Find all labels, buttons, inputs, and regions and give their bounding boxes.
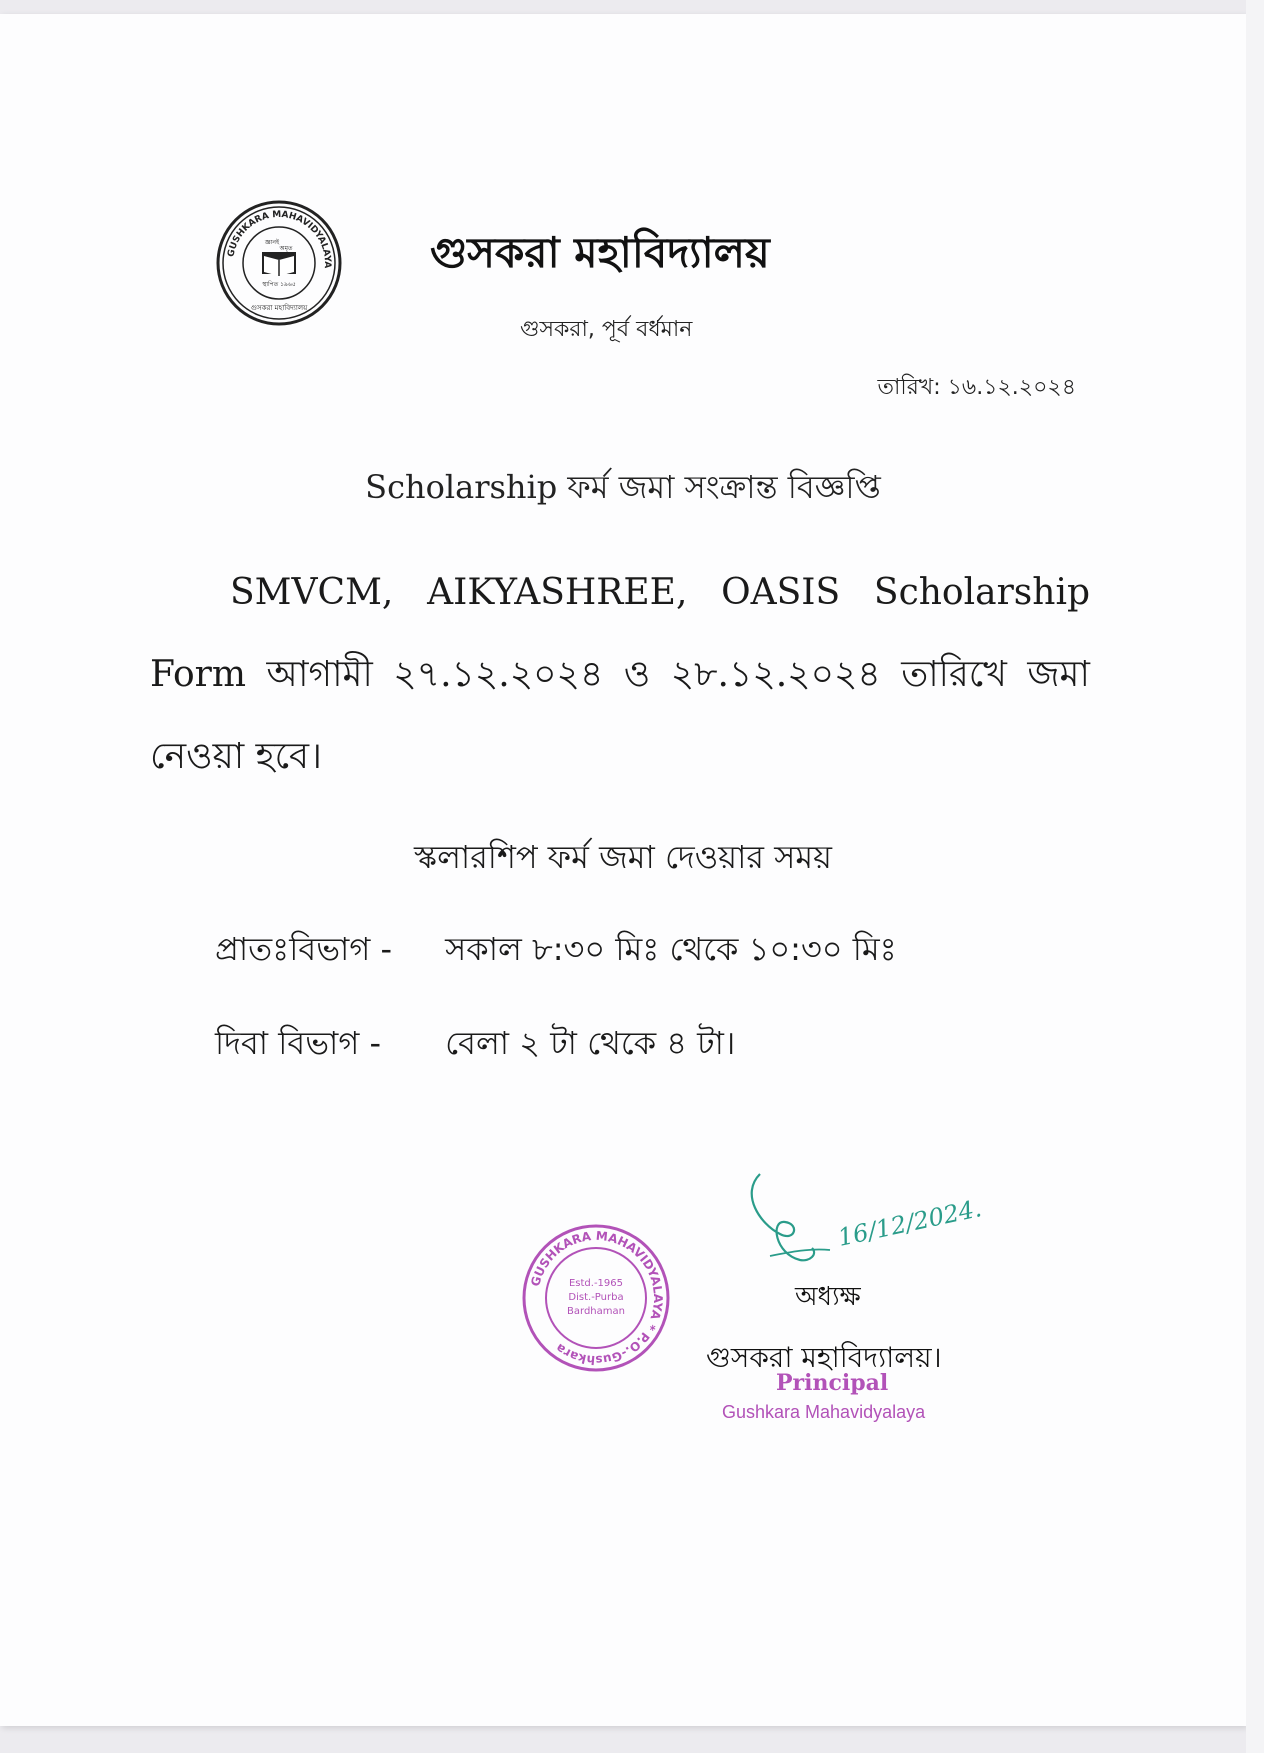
logo-estd-text: স্থাপিত ১৯৬৫ xyxy=(262,281,296,288)
notice-paper xyxy=(0,14,1246,1726)
timing-label: দিবা বিভাগ - xyxy=(215,1024,382,1062)
stamp-line-3: Bardhaman xyxy=(567,1306,625,1317)
signature-date: 16/12/2024. xyxy=(835,1194,985,1252)
book-emblem-icon xyxy=(262,252,296,276)
logo-ring-text: GUSHKARA MAHAVIDYALAYA xyxy=(226,209,333,269)
signatory-college: গুসকরা মহাবিদ্যালয়। xyxy=(706,1341,942,1374)
timing-row-morning xyxy=(215,924,897,978)
timing-heading: স্কলারশিপ ফর্ম জমা দেওয়ার সময় xyxy=(414,838,832,876)
college-name-heading: গুসকরা মহাবিদ্যালয় xyxy=(430,228,770,277)
principal-signature xyxy=(740,1164,990,1284)
notice-body: SMVCM, AIKYASHREE, OASIS Scholarship Form আগামী ২৭.১২.২০২৪ ও ২৮.১২.২০২৪ তারিখে জমা নেওয়া হবে। xyxy=(150,572,1090,777)
stamp-ring-text: GUSHKARA MAHAVIDYALAYA * P.O.-Gushkara xyxy=(528,1228,666,1368)
logo-motto-1: জ্ঞানই xyxy=(264,239,280,246)
college-logo xyxy=(216,200,342,326)
college-stamp xyxy=(520,1222,672,1374)
principal-stamp-text: Principal xyxy=(776,1370,889,1396)
scan-edge xyxy=(1246,0,1264,1753)
stamp-line-2: Dist.-Purba xyxy=(568,1292,624,1303)
signatory-title: অধ্যক্ষ xyxy=(795,1282,861,1312)
notice-title: Scholarship ফর্ম জমা সংক্রান্ত বিজ্ঞপ্তি xyxy=(365,468,881,506)
timing-value: সকাল ৮:৩০ মিঃ থেকে ১০:৩০ মিঃ xyxy=(445,930,897,968)
notice-date: তারিখ: ১৬.১২.২০২৪ xyxy=(877,375,1076,400)
timing-row-day xyxy=(215,1018,735,1072)
stamp-line-1: Estd.-1965 xyxy=(568,1278,624,1289)
timing-label: প্রাতঃবিভাগ - xyxy=(215,930,393,968)
college-stamp-text: Gushkara Mahavidyalaya xyxy=(722,1402,926,1422)
timing-value: বেলা ২ টা থেকে ৪ টা। xyxy=(445,1024,736,1062)
logo-motto-2: অমৃত xyxy=(279,245,293,252)
logo-bottom-text: গুসকরা মহাবিদ্যালয় xyxy=(250,304,308,312)
college-address: গুসকরা, পূর্ব বর্ধমান xyxy=(520,317,693,342)
